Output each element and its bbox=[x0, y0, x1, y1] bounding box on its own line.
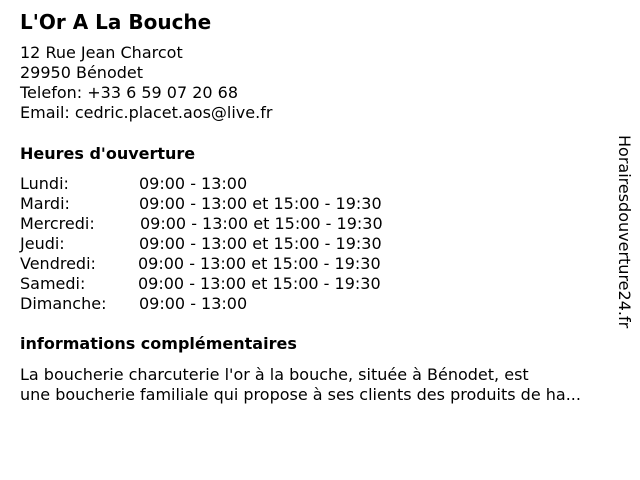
hours-row-wednesday bbox=[20, 214, 383, 234]
hours-row-sunday bbox=[20, 294, 383, 314]
hours-row-friday bbox=[20, 254, 383, 274]
description-line-2: une boucherie familiale qui propose à ses clients des produits de ha... bbox=[20, 385, 581, 404]
day-hours: 09:00 - 13:00 bbox=[139, 294, 248, 313]
day-hours: 09:00 - 13:00 et 15:00 - 19:30 bbox=[139, 194, 382, 213]
address-city: 29950 Bénodet bbox=[20, 63, 144, 82]
description-line-1: La boucherie charcuterie l'or à la bouche, située à Bénodet, est bbox=[20, 365, 529, 384]
day-hours: 09:00 - 13:00 et 15:00 - 19:30 bbox=[139, 234, 382, 253]
day-hours: 09:00 - 13:00 bbox=[139, 174, 248, 193]
site-watermark: Horairesdouverture24.fr bbox=[615, 135, 634, 329]
business-name: L'Or A La Bouche bbox=[20, 10, 212, 34]
phone-number: Telefon: +33 6 59 07 20 68 bbox=[20, 83, 239, 102]
address-street: 12 Rue Jean Charcot bbox=[20, 43, 183, 62]
day-label: Lundi: bbox=[20, 174, 69, 193]
day-label: Vendredi: bbox=[20, 254, 96, 273]
day-label: Mercredi: bbox=[20, 214, 95, 233]
day-hours: 09:00 - 13:00 et 15:00 - 19:30 bbox=[138, 254, 381, 273]
info-description bbox=[20, 365, 632, 405]
info-heading: informations complémentaires bbox=[20, 334, 297, 353]
hours-row-monday bbox=[20, 174, 383, 194]
day-hours: 09:00 - 13:00 et 15:00 - 19:30 bbox=[138, 274, 381, 293]
day-label: Dimanche: bbox=[20, 294, 107, 313]
day-label: Samedi: bbox=[20, 274, 86, 293]
day-label: Mardi: bbox=[20, 194, 70, 213]
hours-heading: Heures d'ouverture bbox=[20, 144, 196, 163]
hours-row-saturday bbox=[20, 274, 383, 294]
hours-row-tuesday bbox=[20, 194, 383, 214]
hours-row-thursday bbox=[20, 234, 383, 254]
email-address: Email: cedric.placet.aos@live.fr bbox=[20, 103, 273, 122]
day-hours: 09:00 - 13:00 et 15:00 - 19:30 bbox=[140, 214, 383, 233]
day-label: Jeudi: bbox=[20, 234, 65, 253]
opening-hours-table bbox=[20, 174, 383, 314]
contact-block bbox=[20, 43, 272, 123]
